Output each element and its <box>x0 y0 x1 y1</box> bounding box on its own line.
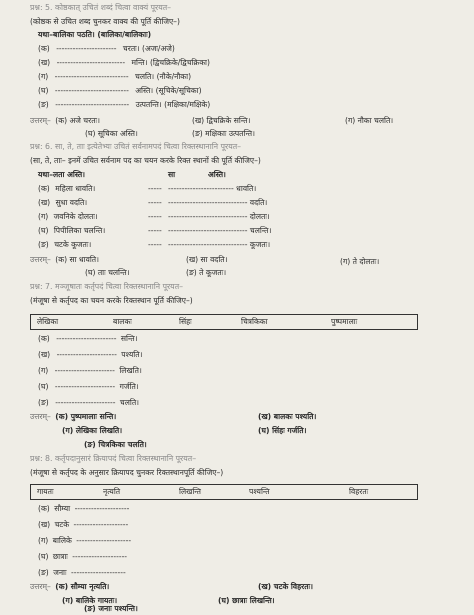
item-right: ----------------------------- दोलतः। <box>168 212 270 221</box>
item-label: (ख) <box>38 350 51 359</box>
dash: ----- <box>148 226 162 235</box>
blank: ---------------------- <box>56 334 117 343</box>
item-tail: अस्ति। (सूचिके/सूचिका) <box>135 86 202 95</box>
q5-item <box>38 44 175 54</box>
item-left: पिपीलिका चलन्ति। <box>53 226 106 235</box>
q8-answers <box>30 582 109 592</box>
answer: (ग) बालिके गायतः। <box>62 596 118 605</box>
blank: --------------------------- <box>54 72 129 81</box>
q5-item <box>38 58 210 68</box>
q8-item <box>38 504 129 514</box>
blank: ---------------------- <box>56 44 117 53</box>
dash: ----- <box>148 240 162 249</box>
answer: (ङ) जनाः पश्यन्ति। <box>84 604 138 613</box>
answer: (घ) सूचिका अस्ति। <box>85 129 138 138</box>
q8-item <box>38 552 127 562</box>
blank: ------------------------- <box>56 58 126 67</box>
box-word: सिंहः <box>179 317 192 326</box>
item-label: (ङ) <box>38 240 49 249</box>
item-tail: उत्पतन्ति। (मक्षिका/मक्षिके) <box>135 100 211 109</box>
word-box <box>30 484 418 500</box>
item-text: छात्राः <box>52 552 68 561</box>
example-left: यथा–लता अस्ति। <box>38 170 86 179</box>
box-word: लिखन्ति <box>179 487 201 496</box>
answer: (घ) सिंहः गर्जति। <box>258 426 307 435</box>
q7-answers <box>30 412 116 422</box>
box-word: विहरतः <box>349 487 369 496</box>
answer: (क) सा धावति। <box>55 255 99 264</box>
item-label: (ग) <box>38 366 49 375</box>
answer: (क) अजे चरतः। <box>55 116 100 125</box>
answer: (क) सौम्या नृत्यति। <box>55 582 110 591</box>
box-word: लेखिका <box>37 317 59 326</box>
item-text: सौम्या <box>54 504 71 513</box>
q6-example <box>38 170 226 180</box>
item-tail: पश्यति। <box>121 350 143 359</box>
q5-item <box>38 100 210 110</box>
item-label: (ङ) <box>38 398 49 407</box>
q8-item <box>38 536 131 546</box>
item-tail: सन्ति। <box>120 334 138 343</box>
dash: ----- <box>148 184 162 193</box>
item-label: (घ) <box>38 382 49 391</box>
answer: (ग) लेखिका लिखति। <box>62 426 123 435</box>
item-label: (ङ) <box>38 100 49 109</box>
item-label: (क) <box>38 44 50 53</box>
q7-item <box>38 366 142 376</box>
item-label: (ख) <box>38 520 51 529</box>
answer: (ग) नौका चलति। <box>345 116 394 125</box>
q8-item <box>38 520 128 530</box>
item-tail: लिखति। <box>119 366 142 375</box>
answer: (घ) छात्राः लिखन्ति। <box>218 596 275 605</box>
blank: ---------------------- <box>55 398 116 407</box>
item-label: (ङ) <box>38 568 49 577</box>
q5-example: यथा–बालिका पठति। (बालिका/बालिकाः) <box>38 30 152 39</box>
q6-item <box>38 184 458 194</box>
answer-lead: उत्तरम्– <box>30 116 51 125</box>
answer: (क) पुष्पमालाः सन्ति। <box>55 412 117 421</box>
q7-item <box>38 382 139 392</box>
q6-item <box>38 212 458 222</box>
box-word: पश्यन्ति <box>249 487 270 496</box>
item-text: जनाः <box>53 568 67 577</box>
q7-item <box>38 350 142 360</box>
item-text: चटके <box>54 520 70 529</box>
answer: (ख) सा वदति। <box>186 255 228 264</box>
item-tail: मन्ति। (द्विचक्रिके/द्विचक्रिका) <box>131 58 210 67</box>
q5-item <box>38 86 202 96</box>
item-left: सुधा वदति। <box>55 198 88 207</box>
q6-item <box>38 240 458 250</box>
item-right: ----------------------------- वदति। <box>168 198 268 207</box>
q7-item <box>38 334 138 344</box>
answer: (ङ) ते कूजतः। <box>186 268 227 277</box>
answer-lead: उत्तरम्– <box>30 412 51 421</box>
item-right: ----------------------------- चलन्ति। <box>168 226 272 235</box>
blank: -------------------- <box>70 568 126 577</box>
item-tail: चलति। (नौके/नौका) <box>135 72 192 81</box>
item-label: (क) <box>38 184 50 193</box>
q8-instruction: (मंजूषा से कर्तृपद के अनुसार क्रियापद चुनकर रिक्तस्थानपूर्ति कीजिए–) <box>30 468 224 477</box>
item-label: (घ) <box>38 552 49 561</box>
q8-title: प्रश्न: 8. कर्तृपदानुसारं क्रियापदं चित्वा रिक्तस्थानानि पूरयत– <box>30 454 197 463</box>
blank: ---------------------- <box>54 366 115 375</box>
blank: -------------------- <box>72 552 128 561</box>
dash: ----- <box>148 212 162 221</box>
box-word: चित्रकिका <box>241 317 268 326</box>
blank: -------------------- <box>73 520 129 529</box>
q7-item <box>38 398 139 408</box>
blank: -------------------- <box>74 504 130 513</box>
answer: (ग) ते दोलतः। <box>340 257 380 266</box>
q6-title: प्रश्न: 6. सा, ते, ताः इत्येतेभ्यः उचितं सर्वनामपदं चित्वा रिक्तस्थानानि पूरयत– <box>30 142 242 151</box>
item-left: महिला धावति। <box>55 184 96 193</box>
answer: (ख) बालकः पश्यति। <box>258 412 317 421</box>
item-label: (घ) <box>38 86 49 95</box>
answer-lead: उत्तरम्– <box>30 255 51 264</box>
item-label: (घ) <box>38 226 49 235</box>
word-box <box>30 314 418 330</box>
q7-instruction: (मंजूषा से कर्तृपद का चयन करके रिक्तस्थान पूर्ति कीजिए–) <box>30 296 193 305</box>
q7-title: प्रश्न: 7. मञ्जूषातः कर्तृपदं चित्वा रिक्तस्थानानि पूरयत– <box>30 282 184 291</box>
q5-title: प्रश्न: 5. कोष्ठकात् उचितं शब्दं चित्वा वाक्यं पूरयत– <box>30 3 172 12</box>
item-label: (ग) <box>38 72 49 81</box>
answer-lead: उत्तरम्– <box>30 582 51 591</box>
q5-item <box>38 72 191 82</box>
q6-answers <box>30 255 99 265</box>
answer: (ङ) मक्षिकाः उत्पतन्ति। <box>192 129 256 138</box>
blank: ---------------------- <box>54 382 116 391</box>
q6-instruction: (सा, ते, ताः– इनमें उचित सर्वनाम पद का चयन करके रिक्त स्थानों की पूर्ति कीजिए–) <box>30 156 261 165</box>
item-tail: गर्जति। <box>119 382 139 391</box>
item-label: (क) <box>38 334 50 343</box>
item-right: ------------------------ धावति। <box>168 184 257 193</box>
blank: --------------------------- <box>55 100 130 109</box>
item-label: (क) <box>38 504 50 513</box>
item-text: बालिके <box>52 536 72 545</box>
answer: (ङ) चित्रकिका चलति। <box>84 440 147 449</box>
blank: ---------------------- <box>56 350 117 359</box>
box-word: गायतः <box>37 487 54 496</box>
item-label: (ख) <box>38 58 51 67</box>
q5-instruction: (कोष्ठक से उचित शब्द चुनकर वाक्य की पूर्ति कीजिए–) <box>30 17 180 26</box>
item-right: ----------------------------- कूजतः। <box>168 240 271 249</box>
q5-answers <box>30 116 100 126</box>
box-word: नृत्यति <box>103 487 121 496</box>
answer: (ख) चटके विहरतः। <box>258 582 313 591</box>
answer: (घ) ताः चलन्ति। <box>85 268 130 277</box>
dash: ----- <box>148 198 162 207</box>
answer: (ख) द्विचक्रिके सन्ति। <box>192 116 251 125</box>
item-left: चटके कूजतः। <box>54 240 92 249</box>
item-label: (ख) <box>38 198 51 207</box>
box-word: बालकः <box>113 317 132 326</box>
example-mid: सा <box>168 170 176 179</box>
q8-item <box>38 568 126 578</box>
item-label: (ग) <box>38 536 49 545</box>
blank: -------------------- <box>76 536 132 545</box>
item-tail: चलति। <box>119 398 140 407</box>
box-word: पुष्पमालाः <box>331 317 358 326</box>
example-right: अस्ति। <box>208 170 226 179</box>
q6-item <box>38 226 458 236</box>
item-label: (ग) <box>38 212 49 221</box>
item-left: जवनिके दोलतः। <box>53 212 98 221</box>
item-tail: चरतः। (अजः/अजे) <box>122 44 175 53</box>
blank: --------------------------- <box>54 86 129 95</box>
q6-item <box>38 198 458 208</box>
